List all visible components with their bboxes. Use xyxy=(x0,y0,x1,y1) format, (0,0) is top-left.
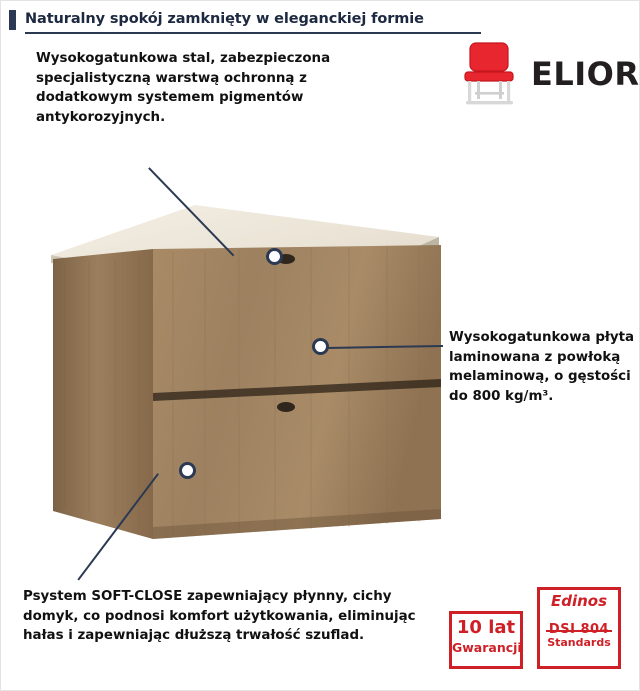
edinos-name: Edinos xyxy=(550,592,608,610)
brand-name: ELIOR xyxy=(531,55,640,93)
callout-laminate-dot[interactable] xyxy=(312,338,329,355)
header xyxy=(1,1,640,37)
brand-logo xyxy=(449,39,640,111)
callout-steel-dot[interactable] xyxy=(266,248,283,265)
warranty-badge xyxy=(449,611,523,669)
callout-softclose-dot[interactable] xyxy=(179,462,196,479)
red-chair-icon xyxy=(457,41,523,109)
callout-steel-text: Wysokogatunkowa stal, zabezpieczona specjalistyczną warstwą ochronną z dodatkowym systemem pigmentów antykorozyjnych. xyxy=(36,51,331,126)
edinos-label: Standards xyxy=(547,636,611,649)
product-image xyxy=(43,197,443,549)
warranty-label: Gwarancji xyxy=(452,640,522,655)
callout-softclose-text: Psystem SOFT-CLOSE zapewniający płynny, cichy domyk, co podnosi komfort użytkowania, eliminując hałas i zapewniając dłuższą trwałość szuflad. xyxy=(23,589,416,644)
header-divider xyxy=(25,32,481,34)
edinos-badge xyxy=(537,587,621,669)
warranty-years: 10 lat xyxy=(456,617,516,638)
edinos-divider xyxy=(546,630,612,632)
header-accent-bar xyxy=(9,10,16,30)
page-title: Naturalny spokój zamknięty w eleganckiej formie xyxy=(25,11,424,27)
callout-laminate-text: Wysokogatunkowa płyta laminowana z powłoką melaminową, o gęstości do 800 kg/m³. xyxy=(449,330,635,405)
